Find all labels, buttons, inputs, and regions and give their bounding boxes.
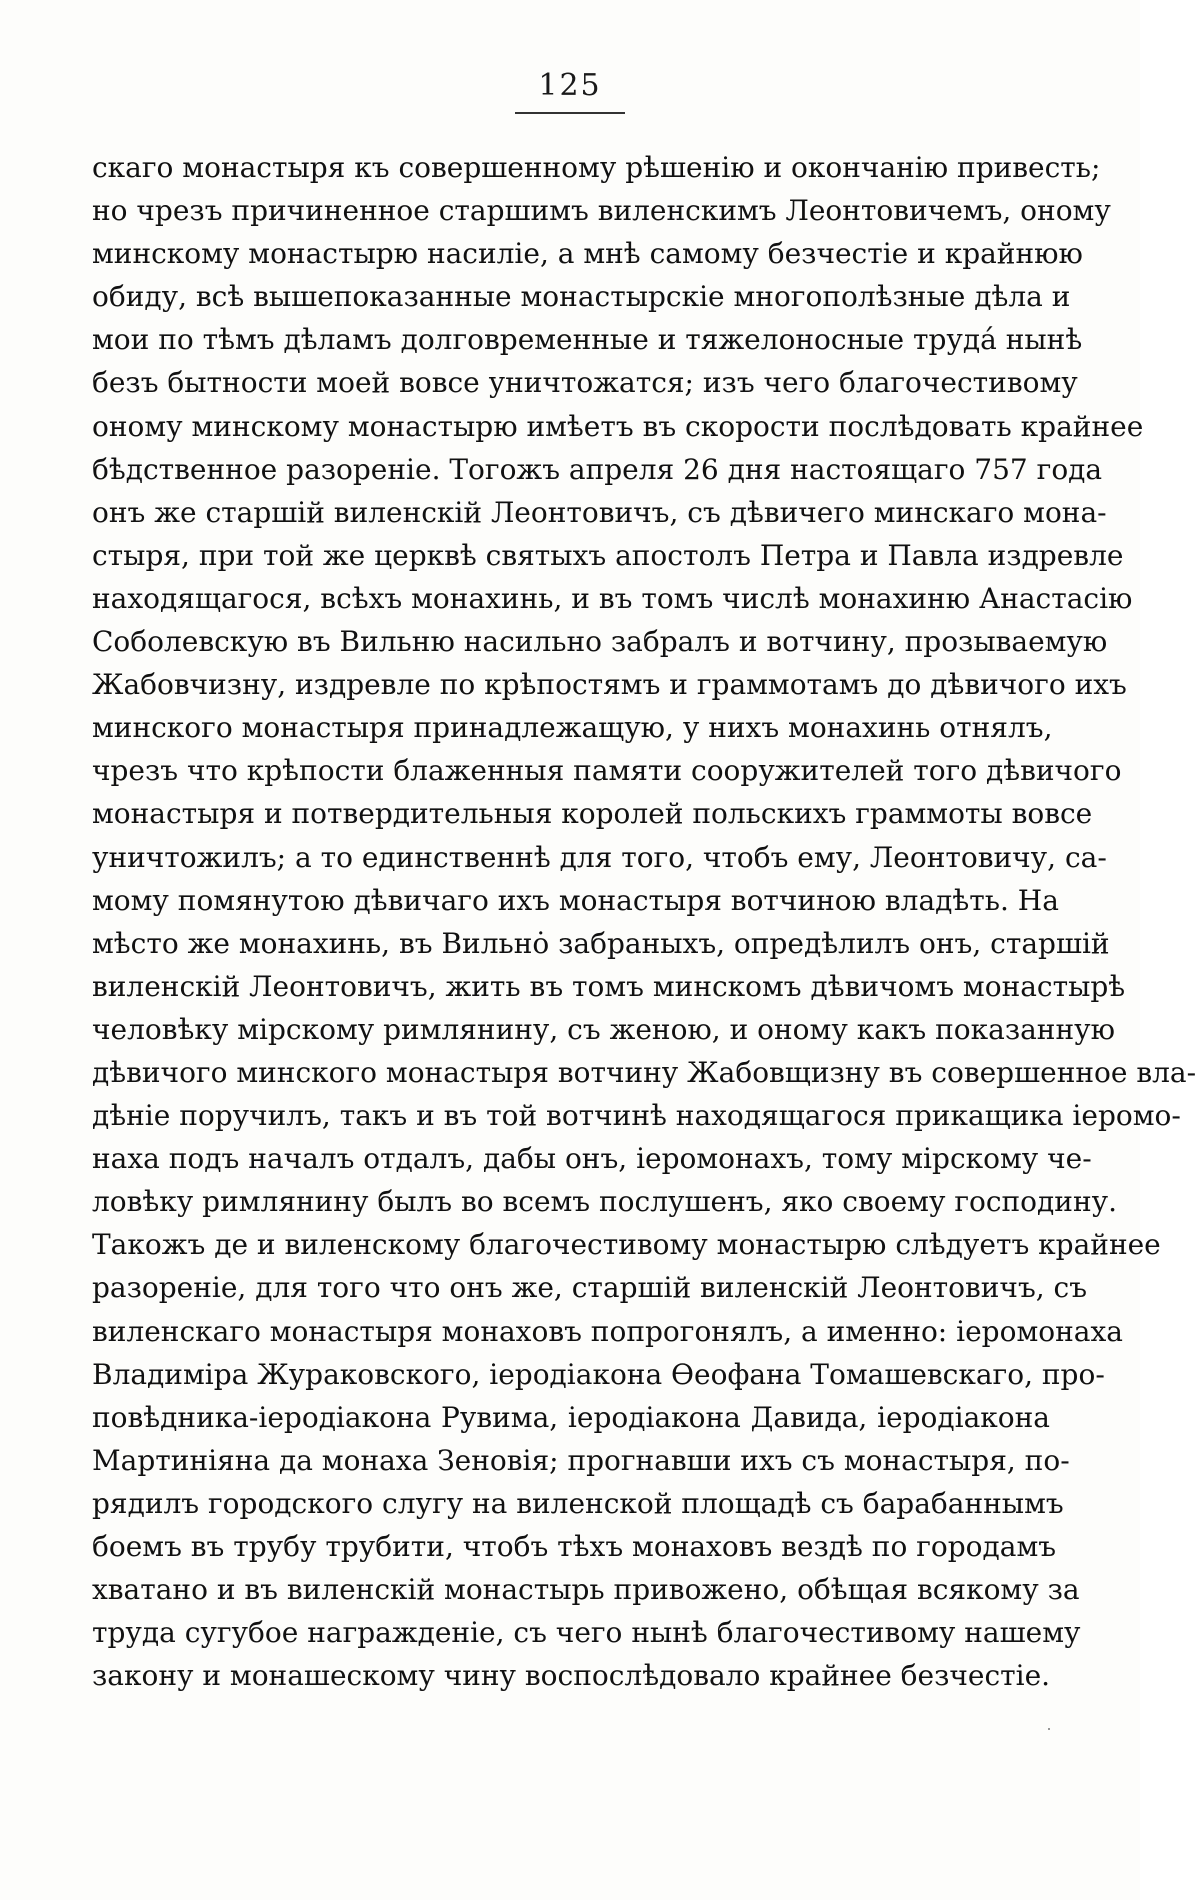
text-line: Мартиніяна да монаха Зеновія; прогнавши ихъ съ монастыря, по- [92, 1443, 1070, 1477]
text-line: рядилъ городского слугу на виленской площадѣ съ барабаннымъ [92, 1486, 1064, 1520]
text-line: бѣдственное разореніе. Тогожъ апреля 26 дня настоящаго 757 года [92, 452, 1103, 486]
text-line: мѣсто же монахинь, въ Вильно̇ забраныхъ, опредѣлилъ онъ, старшій [92, 926, 1110, 960]
text-line: дѣніе поручилъ, такъ и въ той вотчинѣ находящагося прикащика іеромо- [92, 1099, 1181, 1133]
text-line: оному минскому монастырю имѣетъ въ скорости послѣдовать крайнее [92, 409, 1144, 443]
text-line: дѣвичого минского монастыря вотчину Жабовщизну въ совершенное вла- [92, 1055, 1196, 1089]
text-line: мои по тѣмъ дѣламъ долговременные и тяжелоносные труда́ нынѣ [92, 323, 1083, 357]
text-line: закону и монашескому чину воспослѣдовало крайнее безчестіе. [92, 1659, 1051, 1693]
page-number-rule [515, 112, 625, 114]
text-line: Соболевскую въ Вильню насильно забралъ и вотчину, прозываемую [92, 625, 1108, 659]
text-line: обиду, всѣ вышепоказанные монастырскіе многополѣзные дѣла и [92, 280, 1071, 314]
text-line: виленскій Леонтовичъ, жить въ томъ минскомъ дѣвичомъ монастырѣ [92, 969, 1126, 1003]
text-line: онъ же старшій виленскій Леонтовичъ, съ дѣвичего минскаго мона- [92, 495, 1107, 529]
text-line: наха подъ началъ отдалъ, дабы онъ, іеромонахъ, тому мірскому че- [92, 1142, 1092, 1176]
text-line: разореніе, для того что онъ же, старшій виленскій Леонтовичъ, съ [92, 1271, 1088, 1305]
text-line: человѣку мірскому римлянину, съ женою, и оному какъ показанную [92, 1012, 1115, 1046]
page-number: 125 [538, 68, 602, 103]
text-line: минскому монастырю насиліе, а мнѣ самому безчестіе и крайнюю [92, 237, 1083, 271]
text-line: труда сугубое награжденіе, съ чего нынѣ благочестивому нашему [92, 1616, 1081, 1650]
text-line: монастыря и потвердительныя королей польскихъ граммоты вовсе [92, 797, 1093, 831]
text-line: безъ бытности моей вовсе уничтожатся; изъ чего благочестивому [92, 366, 1078, 400]
text-line: Владиміра Жураковского, іеродіакона Ѳеофана Томашевскаго, про- [92, 1357, 1105, 1391]
text-line: уничтожилъ; а то единственнѣ для того, чтобъ ему, Леонтовичу, са- [92, 840, 1107, 874]
text-line: но чрезъ причиненное старшимъ виленскимъ Леонтовичемъ, оному [92, 194, 1111, 228]
text-line: хватано и въ виленскій монастырь привожено, обѣщая всякому за [92, 1573, 1080, 1607]
text-line: стыря, при той же церквѣ святыхъ апостолъ Петра и Павла издревле [92, 538, 1124, 572]
text-line: ловѣку римлянину былъ во всемъ послушенъ, яко своему господину. [92, 1185, 1117, 1219]
text-line: боемъ въ трубу трубити, чтобъ тѣхъ монаховъ вездѣ по городамъ [92, 1530, 1057, 1563]
text-line: мому помянутою дѣвичаго ихъ монастыря вотчиною владѣть. На [92, 883, 1059, 917]
text-line: Жабовчизну, издревле по крѣпостямъ и граммотамъ до дѣвичого ихъ [92, 668, 1127, 702]
text-line: скаго монастыря къ совершенному рѣшенію и окончанію привесть; [92, 151, 1101, 184]
text-line: повѣдника-іеродіакона Рувима, іеродіакона Давида, іеродіакона [92, 1400, 1050, 1434]
body-text [92, 146, 1196, 1697]
text-line: находящагося, всѣхъ монахинь, и въ томъ числѣ монахиню Анастасію [92, 581, 1133, 615]
text-line: минского монастыря принадлежащую, у нихъ монахинь отнялъ, [92, 711, 1053, 745]
text-line: чрезъ что крѣпости блаженныя памяти сооружителей того дѣвичого [92, 754, 1122, 788]
text-line: виленскаго монастыря монаховъ попрогонялъ, а именно: іеромонаха [92, 1314, 1123, 1348]
paper-speck [1048, 1728, 1050, 1730]
text-line: Такожъ де и виленскому благочестивому монастырю слѣдуетъ крайнее [92, 1228, 1161, 1262]
